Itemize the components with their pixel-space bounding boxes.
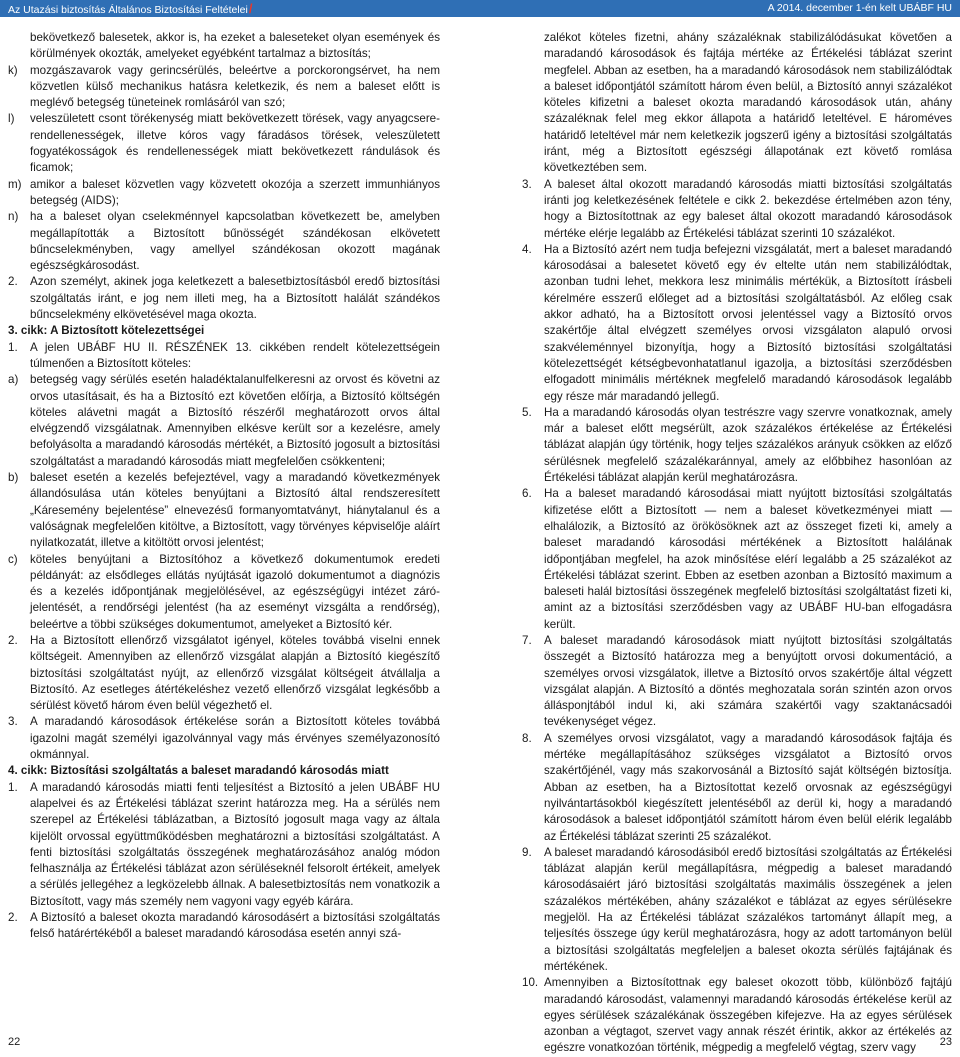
page-number-left: 22 bbox=[8, 1036, 21, 1048]
numbered-item-7: 7. A baleset maradandó károsodások miatt nyújtott biztosítási szolgáltatás összegét a Biztosító határozza meg a benyújtott orvosi dokumentáció, a személyes orvosi vizsgálatok, illetve a Biztosító orvos szakértője által végzett vizsgálat alapján. A Biztosító a döntés meghozatala során szintén azon orvos állásponjtából indul ki, aki számára szakértői vagy szaktanácsadói tevékenységet végez. bbox=[522, 633, 952, 729]
logo-slash-mark: / bbox=[248, 1, 253, 16]
numbered-item-2: 2. Ha a Biztosított ellenőrző vizsgálatot igényel, köteles továbbá viselni ennek költségeit. Amennyiben az ellenőrző vizsgálat alapján a Biztosító kiegészítő biztosítási szolgáltatást nyújt, az ellenőrző vizsgálat költségeit átvállalja a Biztosító. Az esetleges átértékeléshez vezető ellenőrző vizsgálat legkésőbb a sérülést követő három éven belül végezhető el. bbox=[8, 633, 440, 713]
numbered-item-9: 9. A baleset maradandó károsodásiból eredő biztosítási szolgáltatás az Értékelési táblázat alapján kerül megállapításra, mégpedig a baleset maradandó károsodásaiért járó biztosítási szolgáltatás maximális összegének a jelen százalékos mértékében, ahány százalékot e táblázat az egyes sérülésekre megjelöl. Ha az Értékelési táblázat százalékos tartományt állapít meg, a teljesítés összege úgy kerül meghatározásra, hogy az adott tartományon belül a biztosítási szolgáltatás megfeleljen a baleset okozta sérülés fajtájának és mértékének. bbox=[522, 845, 952, 973]
numbered-item-6: 6. Ha a baleset maradandó károsodásai miatt nyújtott biztosítási szolgáltatás kifizetése előtt a Biztosított — nem a baleset következményei miatt — elhalálozik, a Biztosító az örökösöknek azt az összeget fizeti ki, amely a baleset maradandó károsodási mértékének a Biztosított halálának időpontjában megfelel, ha azok minősítése elérí legalább a 25 százalékot az Értékelési táblázat szerint. Ebben az esetben azonban a Biztosító maximum a baleseti halál biztosítási összegének megfelelő biztosítási szolgáltatást fizeti ki, amint az a biztosítási szerződésben vagy az UBÁBF HU-ban elfogadásra került. bbox=[522, 487, 952, 631]
list-item-a: a) betegség vagy sérülés esetén haladéktalanulfelkeresni az orvost és követni az orvos utasításait, és ha a Biztosító ezt követően előírja, a Biztosító költségén köteles alávetni magát a Biztosító részéről meghatározott orvos által elvégzendő vizsgálatnak. Amennyiben elkésve került sor a kezelésre, amely befolyásolta a maradandó károsodás mértékét, a Biztosító jogosult a biztosítási szolgáltatást a maradandó károsodás miatt megfelelően csökkenteni; bbox=[8, 373, 440, 468]
list-item-m: m) amikor a baleset közvetlen vagy közvetett okozója a szerzett immunhiányos betegség (AIDS); bbox=[8, 177, 440, 207]
list-item-c: c) köteles benyújtani a Biztosítóhoz a következő dokumentumok eredeti példányát: az elsődleges ellátás nyújtását igazoló dokumentumot a diagnózis és a kezelés időpontjának megjelölésével, az egészségügyi intézet záró-jelentését, a rendőrségi jelentést (ha az eseményt vizsgálta a rendőrség), beleértve a többi szükséges dokumentumot, amelyeket a Biztosító kér. bbox=[8, 552, 440, 631]
numbered-item-1: 1. A maradandó károsodás miatti fenti teljesítést a Biztosító a jelen UBÁBF HU alapelvei és az Értékelési táblázat szerint határozza meg. Ha a sérülés nem szerepel az Értékelési táblázatban, a Biztosító jogosult maga vagy az általa kijelölt orvossal együttműködésben meghatározni a biztosítási szolgáltatást. A fenti biztosítási szolgáltatás összegének meghatározásához analóg módon felhasználja az Értékelési táblázat azon sérüléseknél felsorolt értékeit, amelyek a sérülés jellegéhez a legközelebb állnak. A balesetbiztosítás nem vonatkozik a Biztosított, vagy más személy nem vagyoni vagy egyéb kárára. bbox=[8, 780, 440, 908]
list-item-k: k) mozgászavarok vagy gerincsérülés, beleértve a porckorongsérvet, ha nem közvetlen külső mechanikus hatásra keletkezik, és nem a baleset előtt is meglévő betegség tüneteinek romlásáról van szó; bbox=[8, 63, 440, 110]
page-number-right: 23 bbox=[939, 1036, 952, 1048]
running-header bbox=[0, 0, 960, 17]
left-column bbox=[8, 30, 440, 943]
header-title: Az Utazási biztosítás Általános Biztosítási Feltételei/ bbox=[8, 1, 253, 16]
list-item-l: l) veleszületett csont törékenység miatt bekövetkezett törések, vagy anyagcsere-rendellenességek, illetve kóros vagy fáradásos törések, veleszületett fogyatékosságok és rendellenességek miatt bekövetkezett rándulások és ficamok; bbox=[8, 112, 440, 175]
continued-paragraph: zalékot köteles fizetni, ahány százaléknak stabilizálódásukat követően a maradandó károsodások és fajtája mértéke az Értékelési táblázat szerint megfelel. Abban az esetben, ha a maradandó károsodások nem stabilizálódtak a baleset időpontjától számított három éven belül, a Biztosító annyi százalékot köteles kifizetni a baleset okozta maradandó károsodások után, ahány százaléknak felel meg ekkor állapota a határidő leteltével. E hároméves határidő leteltével már nem keletkezik jogszerű igény a biztosítási szolgáltatás iránt, még a Biztosított egészségi állapotának ezt követő romlása következtében sem. bbox=[544, 31, 952, 175]
numbered-item-3: 3. A baleset által okozott maradandó károsodás miatti biztosítási szolgáltatás iránti jog keletkezésének feltétele e cikk 2. bekezdése értelmében azon tény, hogy a Biztosítottnak az egy baleset által okozott maradandó károsodások mértéke elérje legalább az Értékelési táblázat szerinti 10 százalékot. bbox=[522, 177, 952, 240]
numbered-item-3: 3. A maradandó károsodások értékelése során a Biztosított köteles továbbá igazolni magát személyi igazolvánnyal vagy más érvényes személyazonosító okmánnyal. bbox=[8, 715, 440, 762]
numbered-item-2: 2. Azon személyt, akinek joga keletkezett a balesetbiztosításból eredő biztosítási szolgáltatás iránt, e jog nem illeti meg, ha a Biztosított halálát szándékos bűncselekmény elkövetésével maga okozta. bbox=[8, 275, 440, 322]
section-heading-3: 3. cikk: A Biztosított kötelezettségei bbox=[8, 324, 205, 338]
right-column bbox=[522, 30, 952, 1057]
continued-paragraph: bekövetkező balesetek, akkor is, ha ezeket a baleseteket olyan események és körülmények okozták, amelyeket egyébként tartalmaz a biztosítás; bbox=[30, 31, 440, 61]
numbered-item-4: 4. Ha a Biztosító azért nem tudja befejezni vizsgálatát, mert a baleset maradandó károsodásai a balesetet követő egy év eltelte után nem stabilizálódtak, azonban tudni lehet, mekkora lesz minimális mértékük, a Biztosított írásbeli kérelmére esszerű előleget ad a biztosítási szolgáltatásból. Az előleg csak akkor adható, ha a Biztosított orvosi jelentéssel vagy a Biztosító orvos szakértője által elvégzett személyes orvosi vizsgálaton alapuló orvosi szakvéleménnyel bizonyítja, hogy a Biztosító biztosítási szolgáltatási kötelezettségét kétségbevonhatatlanul igazolja, a biztosítási szerződésben elfogadott minimális mértéknek megfelelő maradandó károsodások legalább egy része már maradandó jellegű. bbox=[522, 242, 952, 403]
list-item-n: n) ha a baleset olyan cselekménnyel kapcsolatban következett be, amelyben megállapították a Biztosított bűnösségét szándékosan elkövetett bűncselekményben, vagy amellyel szándékosan okozott magának egészségkárosodást. bbox=[8, 210, 440, 273]
numbered-item-1: 1. A jelen UBÁBF HU II. RÉSZÉNEK 13. cikkében rendelt kötelezettségein túlmenően a Biztosított köteles: bbox=[8, 340, 440, 370]
numbered-item-5: 5. Ha a maradandó károsodás olyan testrészre vagy szervre vonatkoznak, amely már a baleset előtt megsérült, azok százalékos értékelése az Értékelési táblázat alapján úgy történik, hogy teljes százalékos arányuk csökken az előző sérülésnek megfelelő százalékaránnyal, amely az előbbihez hasonlóan az Értékelési táblázat alapján kerül meghatározásra. bbox=[522, 405, 952, 485]
section-heading-4: 4. cikk: Biztosítási szolgáltatás a baleset maradandó károsodás miatt bbox=[8, 764, 389, 778]
header-date: A 2014. december 1-én kelt UBÁBF HU bbox=[767, 2, 952, 14]
numbered-item-8: 8. A személyes orvosi vizsgálatot, vagy a maradandó károsodások fajtája és mértéke megállapításához szükséges vizsgálatot a Biztosító orvos szakértőjénél, vagy más szakorvosánál a Biztosító saját költségén biztosítja. Abban az esetben, ha a Biztosítottat kezelő orvosnak az egészségügyi nyilvántartásokból kiegészített jelentéséből az derül ki, hogy a maradandó károsodások a baleset időpontjától számított három éven belül elérik legalább az Értékelési táblázat szerinti 25 százalékot. bbox=[522, 731, 952, 843]
numbered-item-2: 2. A Biztosító a baleset okozta maradandó károsodásért a biztosítási szolgáltatás felső határértékéből a baleset maradandó károsodása esetén annyi szá- bbox=[8, 911, 440, 941]
numbered-item-10: 10. Amennyiben a Biztosítottnak egy baleset okozott több, különböző fajtájú maradandó károsodást, valamennyi maradandó károsodás értékelése kerül az egyes sérülések százalékának összegében kifejezve. Ha az egyes sérülések azonban a végtagot, szervet vagy annak részét érintik, akkor az értékelés az egészre vonatkozóan történik, mégpedig a megfelelő végtag, szerv vagy bbox=[522, 976, 952, 1055]
list-item-b: b) baleset esetén a kezelés befejeztével, vagy a maradandó következmények állandósulása után köteles benyújtani a Biztosító által rendszeresített „Káresemény bejelentése” elnevezésű formanyomtatványt, hiánytalanul és a valóságnak megfelelően kitöltve, a Biztosított, vagy törvényes képviselője aláírt nyilatkozatát, illetve a kitöltött orvosi jelentést; bbox=[8, 471, 440, 550]
